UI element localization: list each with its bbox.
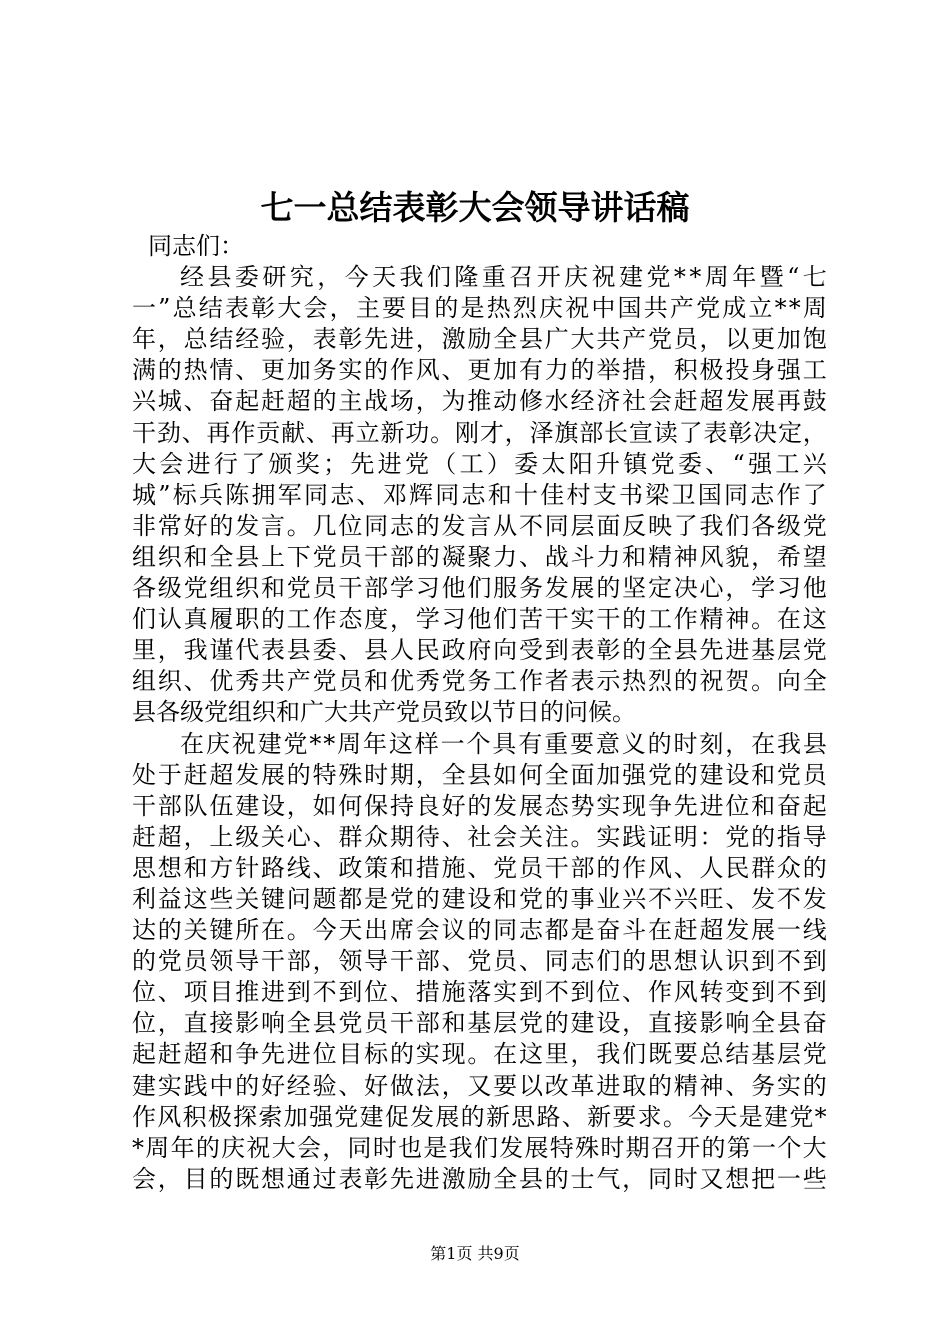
body-line: 位 、 项 目 推 进 到 不 到 位 、 措 施 落 实 到 不 到 位 、 作 风 转 变 到 不 到	[132, 978, 827, 1007]
body-line: 满 的 热 情 、 更 加 务 实 的 作 风 、 更 加 有 力 的 举 措 ， 积 极 投 身 强 工	[132, 356, 827, 385]
document-body	[132, 231, 827, 1195]
body-line: 城 ” 标 兵 陈 拥 军 同 志 、 邓 辉 同 志 和 十 佳 村 支 书 梁 卫 国 同 志 作 了	[132, 480, 827, 509]
body-line: 们 认 真 履 职 的 工 作 态 度 ， 学 习 他 们 苦 干 实 干 的 工 作 精 神 。 在 这	[132, 605, 827, 634]
body-line: 会 ， 目 的 既 想 通 过 表 彰 先 进 激 励 全 县 的 士 气 ， 同 时 又 想 把 一 些	[132, 1164, 827, 1193]
page-footer: 第1页 共9页	[430, 1244, 520, 1263]
body-line: 干 部 队 伍 建 设 ， 如 何 保 持 良 好 的 发 展 态 势 实 现 争 先 进 位 和 奋 起	[132, 791, 827, 820]
body-line: 非 常 好 的 发 言 。 几 位 同 志 的 发 言 从 不 同 层 面 反 映 了 我 们 各 级 党	[132, 511, 827, 540]
body-line: 里 ， 我 谨 代 表 县 委 、 县 人 民 政 府 向 受 到 表 彰 的 全 县 先 进 基 层 党	[132, 636, 827, 665]
body-line: 兴 城 、 奋 起 赶 超 的 主 战 场 ， 为 推 动 修 水 经 济 社 会 赶 超 发 展 再 鼓	[132, 387, 827, 416]
body-line: 的 党 员 领 导 干 部 ， 领 导 干 部 、 党 员 、 同 志 们 的 思 想 认 识 到 不 到	[132, 947, 827, 976]
body-line: 达 的 关 键 所 在 。 今 天 出 席 会 议 的 同 志 都 是 奋 斗 在 赶 超 发 展 一 线	[132, 916, 827, 945]
body-line: 建 实 践 中 的 好 经 验 、 好 做 法 ， 又 要 以 改 革 进 取 的 精 神 、 务 实 的	[132, 1071, 827, 1100]
body-line: 组 织 和 全 县 上 下 党 员 干 部 的 凝 聚 力 、 战 斗 力 和 精 神 风 貌 ， 希 望	[132, 542, 827, 571]
body-line: 干 劲 、 再 作 贡 献 、 再 立 新 功 。 刚 才 ， 泽 旗 部 长 宣 读 了 表 彰 决 定 ，	[132, 418, 827, 447]
salutation: 同志们：	[148, 232, 244, 260]
body-line: 利 益 这 些 关 键 问 题 都 是 党 的 建 设 和 党 的 事 业 兴 不 兴 旺 、 发 不 发	[132, 884, 827, 913]
body-line: 作 风 积 极 探 索 加 强 党 建 促 发 展 的 新 思 路 、 新 要 求 。 今 天 是 建 党 *	[132, 1102, 827, 1131]
body-line: 赶 超 ， 上 级 关 心 、 群 众 期 待 、 社 会 关 注 。 实 践 证 明 ： 党 的 指 导	[132, 822, 827, 851]
body-line: 县各级党组织和广大共产党员致以节日的问候。	[132, 698, 636, 727]
body-line: 年 ， 总 结 经 验 ， 表 彰 先 进 ， 激 励 全 县 广 大 共 产 党 员 ， 以 更 加 饱	[132, 325, 827, 354]
body-line: 处 于 赶 超 发 展 的 特 殊 时 期 ， 全 县 如 何 全 面 加 强 党 的 建 设 和 党 员	[132, 760, 827, 789]
body-line: 起 赶 超 和 争 先 进 位 目 标 的 实 现 。 在 这 里 ， 我 们 既 要 总 结 基 层 党	[132, 1040, 827, 1069]
body-line: 大 会 进 行 了 颁 奖 ； 先 进 党 （ 工 ） 委 太 阳 升 镇 党 委 、 “ 强 工 兴	[132, 449, 827, 478]
body-line: 位 ， 直 接 影 响 全 县 党 员 干 部 和 基 层 党 的 建 设 ， 直 接 影 响 全 县 奋	[132, 1009, 827, 1038]
body-line: * 周 年 的 庆 祝 大 会 ， 同 时 也 是 我 们 发 展 特 殊 时 期 召 开 的 第 一 个 大	[132, 1133, 827, 1162]
body-line: 一 ” 总 结 表 彰 大 会 ， 主 要 目 的 是 热 烈 庆 祝 中 国 共 产 党 成 立 * * 周	[132, 294, 827, 323]
document-title: 七一总结表彰大会领导讲话稿	[260, 188, 690, 227]
body-line: 在 庆 祝 建 党 * * 周 年 这 样 一 个 具 有 重 要 意 义 的 时 刻 ， 在 我 县	[180, 729, 827, 758]
body-line: 各 级 党 组 织 和 党 员 干 部 学 习 他 们 服 务 发 展 的 坚 定 决 心 ， 学 习 他	[132, 574, 827, 603]
body-line: 经 县 委 研 究 ， 今 天 我 们 隆 重 召 开 庆 祝 建 党 * * 周 年 暨 “ 七	[180, 263, 827, 292]
body-line: 思 想 和 方 针 路 线 、 政 策 和 措 施 、 党 员 干 部 的 作 风 、 人 民 群 众 的	[132, 853, 827, 882]
body-line: 组 织 、 优 秀 共 产 党 员 和 优 秀 党 务 工 作 者 表 示 热 烈 的 祝 贺 。 向 全	[132, 667, 827, 696]
body-lines	[132, 262, 827, 1195]
